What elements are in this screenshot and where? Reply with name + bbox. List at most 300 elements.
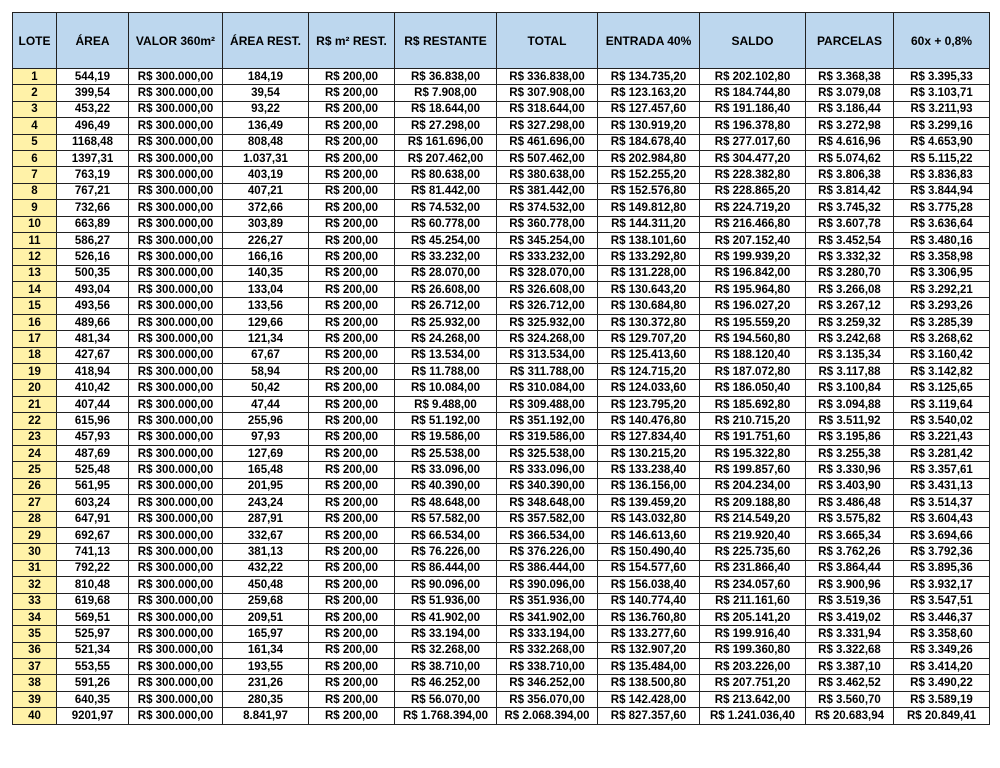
- cell-rs-m2-rest: R$ 200,00: [309, 560, 395, 576]
- cell-lote: 2: [13, 85, 57, 101]
- cell-area-rest: 121,34: [223, 331, 309, 347]
- cell-saldo: R$ 187.072,80: [700, 364, 806, 380]
- cell-60x: R$ 3.792,36: [894, 544, 990, 560]
- cell-lote: 10: [13, 216, 57, 232]
- cell-saldo: R$ 185.692,80: [700, 396, 806, 412]
- cell-area-rest: 166,16: [223, 249, 309, 265]
- cell-area-rest: 243,24: [223, 495, 309, 511]
- cell-lote: 34: [13, 609, 57, 625]
- cell-parcelas: R$ 4.616,96: [806, 134, 894, 150]
- table-row: [13, 167, 990, 183]
- cell-area: 493,04: [57, 282, 129, 298]
- cell-60x: R$ 3.694,66: [894, 527, 990, 543]
- cell-total: R$ 351.192,00: [497, 413, 598, 429]
- cell-area-rest: 133,56: [223, 298, 309, 314]
- cell-area: 569,51: [57, 609, 129, 625]
- header-rs-restante: R$ RESTANTE: [395, 13, 497, 69]
- cell-total: R$ 374.532,00: [497, 200, 598, 216]
- cell-saldo: R$ 194.560,80: [700, 331, 806, 347]
- cell-parcelas: R$ 3.135,34: [806, 347, 894, 363]
- cell-60x: R$ 4.653,90: [894, 134, 990, 150]
- table-row: [13, 331, 990, 347]
- cell-area-rest: 201,95: [223, 478, 309, 494]
- cell-saldo: R$ 228.382,80: [700, 167, 806, 183]
- cell-rs-m2-rest: R$ 200,00: [309, 200, 395, 216]
- cell-valor-360: R$ 300.000,00: [129, 134, 223, 150]
- cell-rs-restante: R$ 19.586,00: [395, 429, 497, 445]
- cell-60x: R$ 3.514,37: [894, 495, 990, 511]
- cell-60x: R$ 3.636,64: [894, 216, 990, 232]
- cell-parcelas: R$ 3.403,90: [806, 478, 894, 494]
- cell-lote: 3: [13, 101, 57, 117]
- cell-60x: R$ 3.490,22: [894, 675, 990, 691]
- table-row: [13, 642, 990, 658]
- cell-rs-restante: R$ 207.462,00: [395, 150, 497, 166]
- cell-rs-restante: R$ 36.838,00: [395, 69, 497, 85]
- cell-valor-360: R$ 300.000,00: [129, 511, 223, 527]
- cell-60x: R$ 3.299,16: [894, 118, 990, 134]
- cell-entrada: R$ 127.457,60: [598, 101, 700, 117]
- cell-rs-restante: R$ 66.534,00: [395, 527, 497, 543]
- cell-rs-m2-rest: R$ 200,00: [309, 675, 395, 691]
- cell-parcelas: R$ 3.331,94: [806, 626, 894, 642]
- cell-saldo: R$ 188.120,40: [700, 347, 806, 363]
- cell-rs-restante: R$ 40.390,00: [395, 478, 497, 494]
- cell-entrada: R$ 136.760,80: [598, 609, 700, 625]
- cell-area-rest: 280,35: [223, 691, 309, 707]
- cell-area: 9201,97: [57, 708, 129, 724]
- cell-valor-360: R$ 300.000,00: [129, 298, 223, 314]
- cell-saldo: R$ 196.378,80: [700, 118, 806, 134]
- cell-60x: R$ 3.431,13: [894, 478, 990, 494]
- cell-lote: 39: [13, 691, 57, 707]
- cell-60x: R$ 3.604,43: [894, 511, 990, 527]
- cell-entrada: R$ 132.907,20: [598, 642, 700, 658]
- cell-valor-360: R$ 300.000,00: [129, 429, 223, 445]
- header-entrada: ENTRADA 40%: [598, 13, 700, 69]
- cell-valor-360: R$ 300.000,00: [129, 364, 223, 380]
- cell-valor-360: R$ 300.000,00: [129, 445, 223, 461]
- cell-area: 692,67: [57, 527, 129, 543]
- cell-valor-360: R$ 300.000,00: [129, 413, 223, 429]
- cell-lote: 28: [13, 511, 57, 527]
- cell-rs-m2-rest: R$ 200,00: [309, 495, 395, 511]
- cell-area-rest: 127,69: [223, 445, 309, 461]
- cell-area: 741,13: [57, 544, 129, 560]
- cell-lote: 21: [13, 396, 57, 412]
- cell-area: 732,66: [57, 200, 129, 216]
- cell-entrada: R$ 125.413,60: [598, 347, 700, 363]
- cell-rs-restante: R$ 81.442,00: [395, 183, 497, 199]
- cell-rs-m2-rest: R$ 200,00: [309, 85, 395, 101]
- cell-area: 561,95: [57, 478, 129, 494]
- cell-entrada: R$ 144.311,20: [598, 216, 700, 232]
- cell-rs-m2-rest: R$ 200,00: [309, 69, 395, 85]
- cell-area-rest: 58,94: [223, 364, 309, 380]
- cell-total: R$ 507.462,00: [497, 150, 598, 166]
- cell-rs-restante: R$ 51.936,00: [395, 593, 497, 609]
- cell-valor-360: R$ 300.000,00: [129, 232, 223, 248]
- cell-area-rest: 432,22: [223, 560, 309, 576]
- cell-area-rest: 184,19: [223, 69, 309, 85]
- cell-60x: R$ 3.142,82: [894, 364, 990, 380]
- table-row: [13, 495, 990, 511]
- cell-rs-restante: R$ 56.070,00: [395, 691, 497, 707]
- cell-parcelas: R$ 3.387,10: [806, 659, 894, 675]
- cell-saldo: R$ 1.241.036,40: [700, 708, 806, 724]
- cell-area-rest: 226,27: [223, 232, 309, 248]
- cell-rs-restante: R$ 51.192,00: [395, 413, 497, 429]
- cell-parcelas: R$ 3.452,54: [806, 232, 894, 248]
- cell-lote: 23: [13, 429, 57, 445]
- cell-area: 1168,48: [57, 134, 129, 150]
- cell-area: 500,35: [57, 265, 129, 281]
- cell-lote: 16: [13, 314, 57, 330]
- cell-rs-m2-rest: R$ 200,00: [309, 396, 395, 412]
- cell-entrada: R$ 130.684,80: [598, 298, 700, 314]
- cell-parcelas: R$ 3.486,48: [806, 495, 894, 511]
- cell-lote: 1: [13, 69, 57, 85]
- cell-valor-360: R$ 300.000,00: [129, 478, 223, 494]
- cell-rs-restante: R$ 46.252,00: [395, 675, 497, 691]
- table-row: [13, 85, 990, 101]
- cell-parcelas: R$ 3.079,08: [806, 85, 894, 101]
- cell-lote: 11: [13, 232, 57, 248]
- cell-parcelas: R$ 3.745,32: [806, 200, 894, 216]
- cell-rs-m2-rest: R$ 200,00: [309, 265, 395, 281]
- cell-rs-m2-rest: R$ 200,00: [309, 167, 395, 183]
- cell-rs-restante: R$ 7.908,00: [395, 85, 497, 101]
- cell-total: R$ 310.084,00: [497, 380, 598, 396]
- cell-total: R$ 333.232,00: [497, 249, 598, 265]
- table-row: [13, 282, 990, 298]
- cell-60x: R$ 3.932,17: [894, 577, 990, 593]
- cell-total: R$ 461.696,00: [497, 134, 598, 150]
- cell-total: R$ 390.096,00: [497, 577, 598, 593]
- cell-rs-restante: R$ 11.788,00: [395, 364, 497, 380]
- cell-entrada: R$ 130.643,20: [598, 282, 700, 298]
- cell-lote: 4: [13, 118, 57, 134]
- cell-entrada: R$ 123.795,20: [598, 396, 700, 412]
- header-row: [13, 13, 990, 69]
- cell-saldo: R$ 202.102,80: [700, 69, 806, 85]
- cell-valor-360: R$ 300.000,00: [129, 347, 223, 363]
- cell-saldo: R$ 191.186,40: [700, 101, 806, 117]
- cell-lote: 31: [13, 560, 57, 576]
- cell-60x: R$ 3.293,26: [894, 298, 990, 314]
- cell-parcelas: R$ 3.330,96: [806, 462, 894, 478]
- cell-entrada: R$ 152.576,80: [598, 183, 700, 199]
- cell-entrada: R$ 142.428,00: [598, 691, 700, 707]
- cell-parcelas: R$ 3.511,92: [806, 413, 894, 429]
- cell-area: 792,22: [57, 560, 129, 576]
- cell-entrada: R$ 130.372,80: [598, 314, 700, 330]
- cell-rs-restante: R$ 26.712,00: [395, 298, 497, 314]
- cell-total: R$ 380.638,00: [497, 167, 598, 183]
- cell-entrada: R$ 202.984,80: [598, 150, 700, 166]
- cell-total: R$ 376.226,00: [497, 544, 598, 560]
- cell-total: R$ 345.254,00: [497, 232, 598, 248]
- cell-area-rest: 332,67: [223, 527, 309, 543]
- cell-area: 410,42: [57, 380, 129, 396]
- cell-parcelas: R$ 5.074,62: [806, 150, 894, 166]
- table-row: [13, 216, 990, 232]
- cell-total: R$ 328.070,00: [497, 265, 598, 281]
- cell-parcelas: R$ 3.195,86: [806, 429, 894, 445]
- cell-saldo: R$ 210.715,20: [700, 413, 806, 429]
- cell-lote: 40: [13, 708, 57, 724]
- cell-valor-360: R$ 300.000,00: [129, 314, 223, 330]
- cell-saldo: R$ 304.477,20: [700, 150, 806, 166]
- cell-parcelas: R$ 3.267,12: [806, 298, 894, 314]
- cell-parcelas: R$ 3.332,32: [806, 249, 894, 265]
- cell-entrada: R$ 140.774,40: [598, 593, 700, 609]
- cell-60x: R$ 3.119,64: [894, 396, 990, 412]
- cell-saldo: R$ 204.234,00: [700, 478, 806, 494]
- cell-area: 489,66: [57, 314, 129, 330]
- cell-total: R$ 309.488,00: [497, 396, 598, 412]
- cell-60x: R$ 3.358,60: [894, 626, 990, 642]
- cell-parcelas: R$ 3.762,26: [806, 544, 894, 560]
- cell-rs-restante: R$ 48.648,00: [395, 495, 497, 511]
- cell-lote: 22: [13, 413, 57, 429]
- cell-valor-360: R$ 300.000,00: [129, 495, 223, 511]
- header-valor-360: VALOR 360m²: [129, 13, 223, 69]
- cell-lote: 18: [13, 347, 57, 363]
- table-row: [13, 659, 990, 675]
- table-row: [13, 347, 990, 363]
- cell-saldo: R$ 213.642,00: [700, 691, 806, 707]
- cell-60x: R$ 3.775,28: [894, 200, 990, 216]
- cell-valor-360: R$ 300.000,00: [129, 593, 223, 609]
- cell-area: 615,96: [57, 413, 129, 429]
- cell-area: 453,22: [57, 101, 129, 117]
- cell-lote: 29: [13, 527, 57, 543]
- cell-entrada: R$ 133.277,60: [598, 626, 700, 642]
- cell-rs-m2-rest: R$ 200,00: [309, 593, 395, 609]
- cell-valor-360: R$ 300.000,00: [129, 380, 223, 396]
- cell-total: R$ 2.068.394,00: [497, 708, 598, 724]
- cell-area-rest: 808,48: [223, 134, 309, 150]
- table-row: [13, 232, 990, 248]
- cell-rs-m2-rest: R$ 200,00: [309, 527, 395, 543]
- cell-rs-m2-rest: R$ 200,00: [309, 232, 395, 248]
- pricing-table-container: [12, 12, 989, 725]
- cell-area-rest: 1.037,31: [223, 150, 309, 166]
- cell-rs-m2-rest: R$ 200,00: [309, 429, 395, 445]
- cell-valor-360: R$ 300.000,00: [129, 560, 223, 576]
- table-row: [13, 396, 990, 412]
- cell-60x: R$ 3.357,61: [894, 462, 990, 478]
- table-row: [13, 462, 990, 478]
- cell-rs-restante: R$ 161.696,00: [395, 134, 497, 150]
- cell-lote: 32: [13, 577, 57, 593]
- cell-valor-360: R$ 300.000,00: [129, 282, 223, 298]
- cell-area: 544,19: [57, 69, 129, 85]
- cell-total: R$ 360.778,00: [497, 216, 598, 232]
- cell-rs-restante: R$ 33.232,00: [395, 249, 497, 265]
- cell-area-rest: 67,67: [223, 347, 309, 363]
- cell-parcelas: R$ 3.259,32: [806, 314, 894, 330]
- cell-entrada: R$ 134.735,20: [598, 69, 700, 85]
- cell-lote: 12: [13, 249, 57, 265]
- cell-rs-m2-rest: R$ 200,00: [309, 282, 395, 298]
- cell-lote: 5: [13, 134, 57, 150]
- cell-area-rest: 133,04: [223, 282, 309, 298]
- cell-parcelas: R$ 3.814,42: [806, 183, 894, 199]
- cell-area-rest: 450,48: [223, 577, 309, 593]
- cell-parcelas: R$ 3.094,88: [806, 396, 894, 412]
- cell-rs-m2-rest: R$ 200,00: [309, 118, 395, 134]
- cell-entrada: R$ 127.834,40: [598, 429, 700, 445]
- cell-60x: R$ 3.268,62: [894, 331, 990, 347]
- cell-60x: R$ 3.589,19: [894, 691, 990, 707]
- cell-area: 407,44: [57, 396, 129, 412]
- header-60x: 60x + 0,8%: [894, 13, 990, 69]
- cell-valor-360: R$ 300.000,00: [129, 249, 223, 265]
- cell-60x: R$ 20.849,41: [894, 708, 990, 724]
- cell-rs-m2-rest: R$ 200,00: [309, 413, 395, 429]
- cell-parcelas: R$ 3.462,52: [806, 675, 894, 691]
- table-row: [13, 200, 990, 216]
- cell-lote: 17: [13, 331, 57, 347]
- cell-saldo: R$ 184.744,80: [700, 85, 806, 101]
- cell-lote: 8: [13, 183, 57, 199]
- cell-parcelas: R$ 3.100,84: [806, 380, 894, 396]
- cell-area-rest: 381,13: [223, 544, 309, 560]
- cell-parcelas: R$ 3.117,88: [806, 364, 894, 380]
- cell-valor-360: R$ 300.000,00: [129, 691, 223, 707]
- cell-60x: R$ 3.395,33: [894, 69, 990, 85]
- cell-rs-m2-rest: R$ 200,00: [309, 101, 395, 117]
- table-row: [13, 626, 990, 642]
- cell-saldo: R$ 219.920,40: [700, 527, 806, 543]
- cell-area: 525,48: [57, 462, 129, 478]
- table-row: [13, 380, 990, 396]
- cell-lote: 7: [13, 167, 57, 183]
- cell-parcelas: R$ 3.322,68: [806, 642, 894, 658]
- cell-rs-m2-rest: R$ 200,00: [309, 150, 395, 166]
- cell-entrada: R$ 184.678,40: [598, 134, 700, 150]
- cell-saldo: R$ 195.964,80: [700, 282, 806, 298]
- cell-total: R$ 307.908,00: [497, 85, 598, 101]
- header-total: TOTAL: [497, 13, 598, 69]
- cell-rs-m2-rest: R$ 200,00: [309, 478, 395, 494]
- cell-rs-m2-rest: R$ 200,00: [309, 577, 395, 593]
- cell-valor-360: R$ 300.000,00: [129, 462, 223, 478]
- cell-60x: R$ 3.480,16: [894, 232, 990, 248]
- cell-60x: R$ 3.281,42: [894, 445, 990, 461]
- cell-rs-m2-rest: R$ 200,00: [309, 331, 395, 347]
- cell-rs-restante: R$ 13.534,00: [395, 347, 497, 363]
- cell-total: R$ 326.608,00: [497, 282, 598, 298]
- cell-total: R$ 351.936,00: [497, 593, 598, 609]
- cell-area-rest: 255,96: [223, 413, 309, 429]
- cell-parcelas: R$ 3.519,36: [806, 593, 894, 609]
- table-row: [13, 527, 990, 543]
- table-row: [13, 314, 990, 330]
- cell-lote: 35: [13, 626, 57, 642]
- table-row: [13, 134, 990, 150]
- cell-entrada: R$ 133.238,40: [598, 462, 700, 478]
- cell-rs-m2-rest: R$ 200,00: [309, 347, 395, 363]
- cell-area-rest: 50,42: [223, 380, 309, 396]
- cell-rs-m2-rest: R$ 200,00: [309, 626, 395, 642]
- table-row: [13, 69, 990, 85]
- cell-lote: 14: [13, 282, 57, 298]
- cell-area: 647,91: [57, 511, 129, 527]
- cell-total: R$ 381.442,00: [497, 183, 598, 199]
- cell-saldo: R$ 203.226,00: [700, 659, 806, 675]
- cell-parcelas: R$ 3.272,98: [806, 118, 894, 134]
- cell-area: 640,35: [57, 691, 129, 707]
- table-row: [13, 593, 990, 609]
- table-row: [13, 429, 990, 445]
- cell-area: 487,69: [57, 445, 129, 461]
- cell-entrada: R$ 133.292,80: [598, 249, 700, 265]
- cell-parcelas: R$ 3.255,38: [806, 445, 894, 461]
- cell-area-rest: 287,91: [223, 511, 309, 527]
- cell-rs-restante: R$ 90.096,00: [395, 577, 497, 593]
- cell-area: 619,68: [57, 593, 129, 609]
- cell-valor-360: R$ 300.000,00: [129, 527, 223, 543]
- table-row: [13, 265, 990, 281]
- cell-rs-restante: R$ 26.608,00: [395, 282, 497, 298]
- cell-area: 603,24: [57, 495, 129, 511]
- cell-entrada: R$ 135.484,00: [598, 659, 700, 675]
- cell-rs-m2-rest: R$ 200,00: [309, 708, 395, 724]
- cell-area: 810,48: [57, 577, 129, 593]
- cell-area-rest: 97,93: [223, 429, 309, 445]
- cell-entrada: R$ 827.357,60: [598, 708, 700, 724]
- cell-rs-m2-rest: R$ 200,00: [309, 314, 395, 330]
- cell-entrada: R$ 139.459,20: [598, 495, 700, 511]
- cell-total: R$ 332.268,00: [497, 642, 598, 658]
- table-row: [13, 445, 990, 461]
- cell-lote: 26: [13, 478, 57, 494]
- cell-total: R$ 336.838,00: [497, 69, 598, 85]
- cell-entrada: R$ 140.476,80: [598, 413, 700, 429]
- cell-saldo: R$ 224.719,20: [700, 200, 806, 216]
- cell-valor-360: R$ 300.000,00: [129, 642, 223, 658]
- cell-area-rest: 136,49: [223, 118, 309, 134]
- cell-rs-m2-rest: R$ 200,00: [309, 183, 395, 199]
- cell-parcelas: R$ 3.864,44: [806, 560, 894, 576]
- cell-entrada: R$ 138.500,80: [598, 675, 700, 691]
- cell-area: 767,21: [57, 183, 129, 199]
- cell-area: 481,34: [57, 331, 129, 347]
- cell-lote: 20: [13, 380, 57, 396]
- cell-60x: R$ 3.349,26: [894, 642, 990, 658]
- table-row: [13, 577, 990, 593]
- cell-valor-360: R$ 300.000,00: [129, 200, 223, 216]
- cell-total: R$ 313.534,00: [497, 347, 598, 363]
- cell-total: R$ 357.582,00: [497, 511, 598, 527]
- table-row: [13, 560, 990, 576]
- cell-valor-360: R$ 300.000,00: [129, 609, 223, 625]
- cell-valor-360: R$ 300.000,00: [129, 331, 223, 347]
- cell-entrada: R$ 130.215,20: [598, 445, 700, 461]
- cell-rs-restante: R$ 60.778,00: [395, 216, 497, 232]
- cell-total: R$ 386.444,00: [497, 560, 598, 576]
- cell-60x: R$ 3.414,20: [894, 659, 990, 675]
- cell-valor-360: R$ 300.000,00: [129, 659, 223, 675]
- cell-saldo: R$ 195.559,20: [700, 314, 806, 330]
- cell-total: R$ 325.932,00: [497, 314, 598, 330]
- cell-lote: 24: [13, 445, 57, 461]
- cell-area-rest: 231,26: [223, 675, 309, 691]
- cell-area: 591,26: [57, 675, 129, 691]
